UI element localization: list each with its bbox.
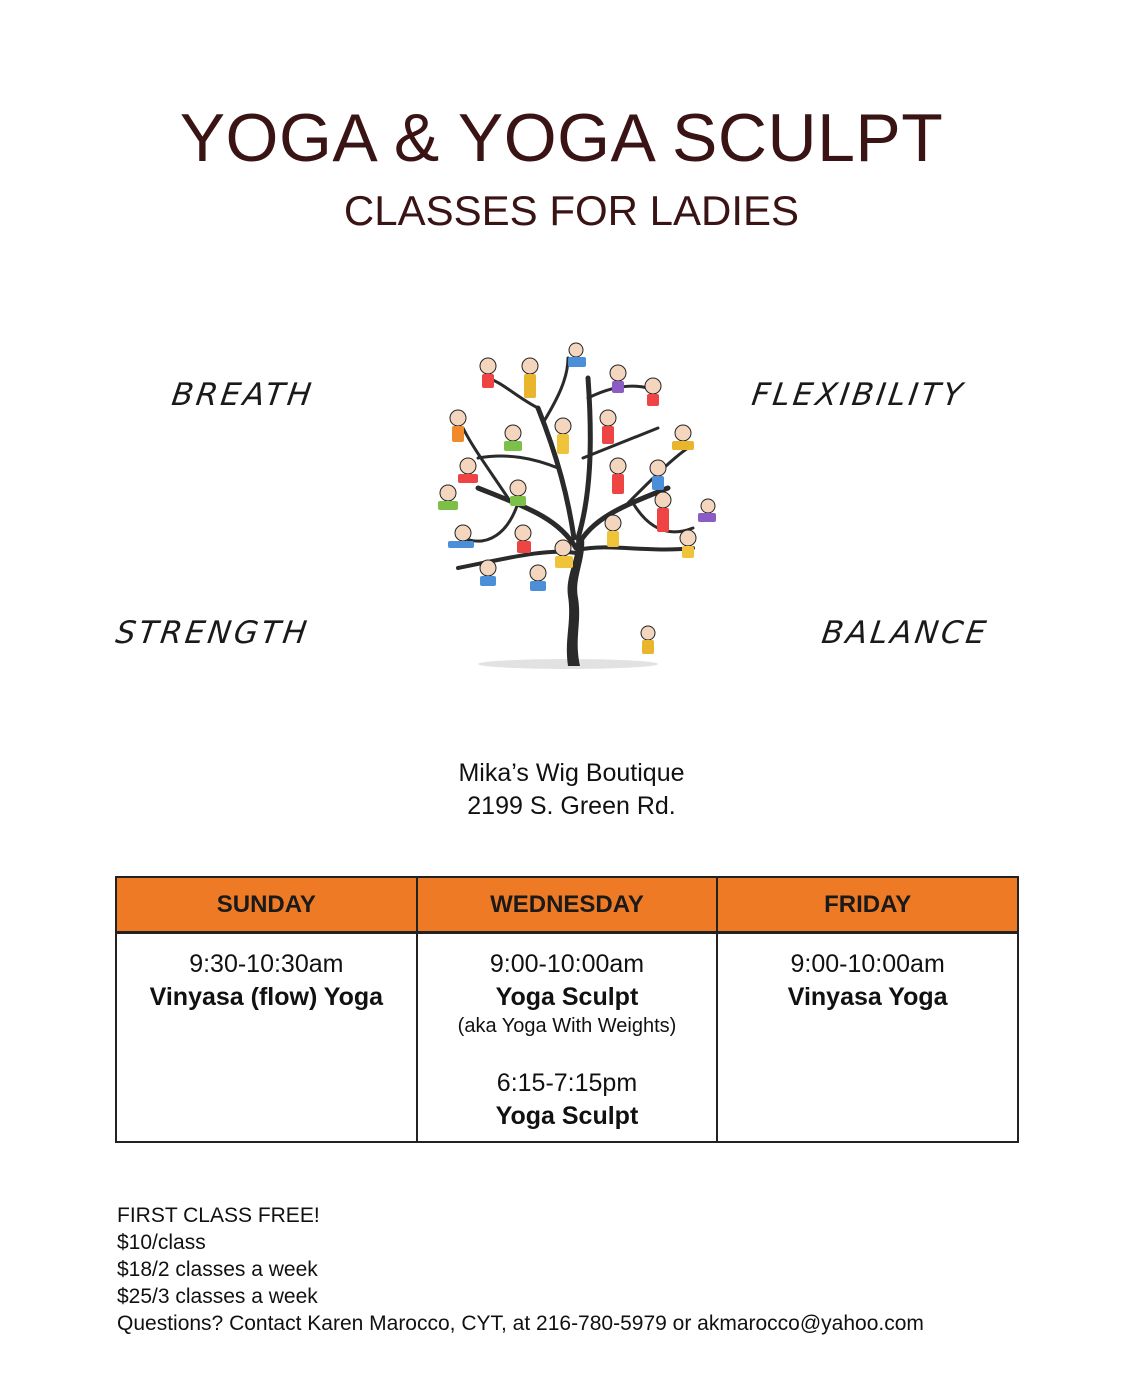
wednesday-time-2: 6:15-7:15pm: [496, 1069, 638, 1097]
sunday-class: Vinyasa (flow) Yoga: [149, 983, 384, 1011]
schedule-cell-wednesday: [417, 933, 718, 1143]
yoga-tree-illustration: [418, 338, 718, 670]
pricing-three-week: $25/3 classes a week: [117, 1285, 318, 1308]
wednesday-class-2: Yoga Sculpt: [495, 1102, 639, 1130]
day-header-friday: FRIDAY: [717, 877, 1018, 933]
schedule-table: [115, 876, 1019, 1143]
yoga-tree-icon: [418, 338, 718, 670]
word-balance: BALANCE: [819, 615, 991, 651]
friday-class: Vinyasa Yoga: [787, 983, 948, 1011]
pricing-two-week: $18/2 classes a week: [117, 1258, 318, 1281]
pricing-block: [117, 1202, 924, 1337]
schedule-cell-friday: [717, 933, 1018, 1143]
flyer-subtitle: CLASSES FOR LADIES: [343, 187, 800, 234]
word-breath: BREATH: [169, 377, 317, 413]
location-address: 2199 S. Green Rd.: [467, 792, 676, 820]
friday-time: 9:00-10:00am: [790, 950, 945, 978]
pricing-first-free: FIRST CLASS FREE!: [117, 1204, 320, 1227]
wednesday-class-1: Yoga Sculpt: [495, 983, 639, 1011]
wednesday-note-1: (aka Yoga With Weights): [457, 1015, 677, 1037]
word-strength: STRENGTH: [113, 615, 312, 651]
word-flexibility: FLEXIBILITY: [749, 377, 968, 413]
flyer-title: YOGA & YOGA SCULPT: [179, 100, 944, 176]
schedule-cell-sunday: [116, 933, 417, 1143]
sunday-time: 9:30-10:30am: [189, 950, 344, 978]
day-header-wednesday: WEDNESDAY: [417, 877, 718, 933]
contact-line: Questions? Contact Karen Marocco, CYT, at 216-780-5979 or akmarocco@yahoo.com: [117, 1312, 924, 1335]
pricing-single: $10/class: [117, 1231, 206, 1254]
location-block: [0, 757, 1123, 823]
wednesday-time-1: 9:00-10:00am: [489, 950, 645, 978]
day-header-sunday: SUNDAY: [116, 877, 417, 933]
location-name: Mika’s Wig Boutique: [458, 759, 685, 787]
